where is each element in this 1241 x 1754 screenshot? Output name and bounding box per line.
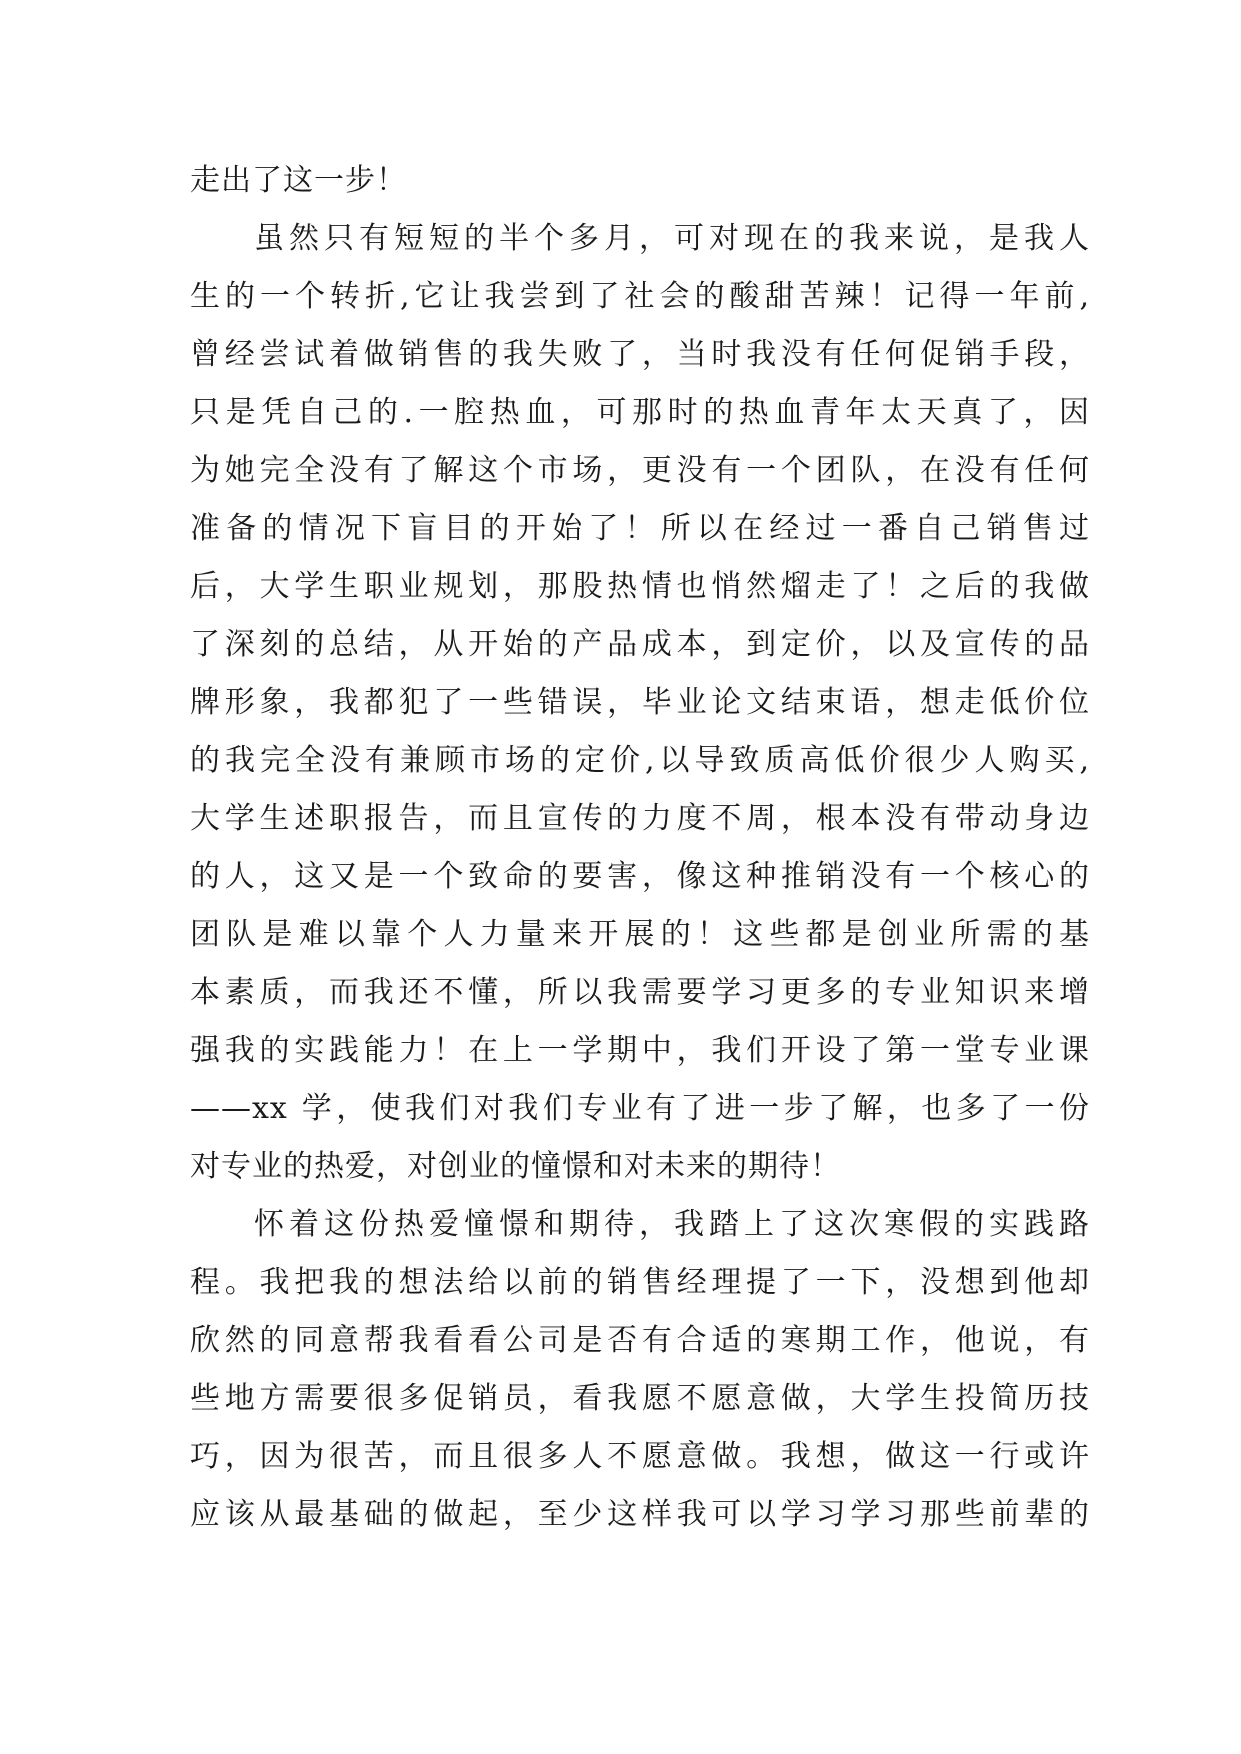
text-line: 为她完全没有了解这个市场，更没有一个团队，在没有任何	[190, 453, 1090, 488]
text-line: 欣然的同意帮我看看公司是否有合适的寒期工作，他说，有	[190, 1323, 1090, 1358]
text-line: 准备的情况下盲目的开始了！所以在经过一番自己销售过	[190, 511, 1090, 546]
text-line: ——xx 学，使我们对我们专业有了进一步了解，也多了一份	[190, 1091, 1090, 1126]
text-line: 大学生述职报告，而且宣传的力度不周，根本没有带动身边	[190, 801, 1090, 836]
text-line: 的我完全没有兼顾市场的定价,以导致质高低价很少人购买,	[190, 743, 1090, 778]
text-line: 虽然只有短短的半个多月，可对现在的我来说，是我人	[254, 221, 1090, 256]
text-line: 对专业的热爱，对创业的憧憬和对未来的期待！	[190, 1149, 841, 1184]
text-line: 的人，这又是一个致命的要害，像这种推销没有一个核心的	[190, 859, 1090, 894]
text-line: 只是凭自己的.一腔热血，可那时的热血青年太天真了，因	[190, 395, 1090, 430]
text-line: 怀着这份热爱憧憬和期待，我踏上了这次寒假的实践路	[254, 1207, 1090, 1242]
text-line: 曾经尝试着做销售的我失败了，当时我没有任何促销手段，	[190, 337, 1090, 372]
text-line: 些地方需要很多促销员，看我愿不愿意做，大学生投简历技	[190, 1381, 1090, 1416]
text-line: 了深刻的总结，从开始的产品成本，到定价，以及宣传的品	[190, 627, 1090, 662]
text-line: 强我的实践能力！在上一学期中，我们开设了第一堂专业课	[190, 1033, 1090, 1068]
body-text	[190, 152, 1090, 1544]
text-line: 本素质，而我还不懂，所以我需要学习更多的专业知识来增	[190, 975, 1090, 1010]
text-line: 牌形象，我都犯了一些错误，毕业论文结束语，想走低价位	[190, 685, 1090, 720]
text-line: 应该从最基础的做起，至少这样我可以学习学习那些前辈的	[190, 1497, 1090, 1532]
text-line: 程。我把我的想法给以前的销售经理提了一下，没想到他却	[190, 1265, 1090, 1300]
text-line: 团队是难以靠个人力量来开展的！这些都是创业所需的基	[190, 917, 1090, 952]
text-line: 后，大学生职业规划，那股热情也悄然熘走了！之后的我做	[190, 569, 1090, 604]
text-line: 巧，因为很苦，而且很多人不愿意做。我想，做这一行或许	[190, 1439, 1090, 1474]
text-line: 生的一个转折,它让我尝到了社会的酸甜苦辣！记得一年前,	[190, 279, 1090, 314]
text-line: 走出了这一步！	[190, 163, 407, 198]
